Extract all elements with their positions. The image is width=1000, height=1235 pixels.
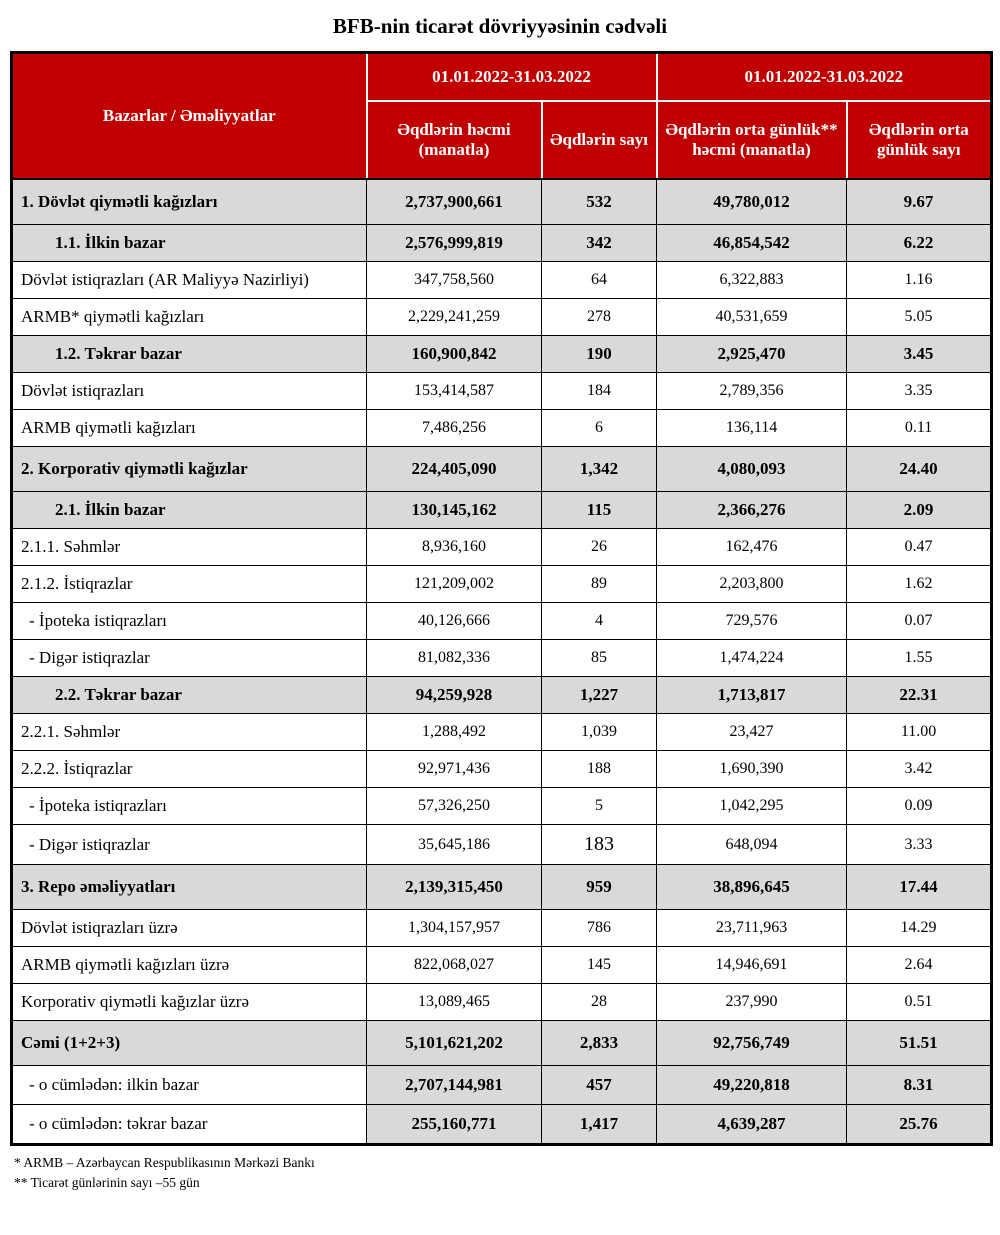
- count-cell: 1,039: [542, 714, 657, 751]
- header-period-2: 01.01.2022-31.03.2022: [657, 53, 992, 102]
- table-row: [12, 410, 992, 447]
- count-cell: 959: [542, 865, 657, 910]
- row-label: Dövlət istiqrazları: [12, 373, 367, 410]
- avg-count-cell: 11.00: [847, 714, 992, 751]
- count-cell: 2,833: [542, 1021, 657, 1066]
- volume-cell: 121,209,002: [367, 566, 542, 603]
- table-row: [12, 566, 992, 603]
- count-cell: 64: [542, 262, 657, 299]
- table-row: [12, 603, 992, 640]
- count-cell: 1,342: [542, 447, 657, 492]
- count-cell: 6: [542, 410, 657, 447]
- avg-volume-cell: 1,042,295: [657, 788, 847, 825]
- row-label: Korporativ qiymətli kağızlar üzrə: [12, 984, 367, 1021]
- volume-cell: 5,101,621,202: [367, 1021, 542, 1066]
- volume-cell: 822,068,027: [367, 947, 542, 984]
- avg-volume-cell: 49,220,818: [657, 1066, 847, 1105]
- avg-count-cell: 3.45: [847, 336, 992, 373]
- avg-count-cell: 14.29: [847, 910, 992, 947]
- row-label: 2.2. Təkrar bazar: [12, 677, 367, 714]
- avg-count-cell: 0.47: [847, 529, 992, 566]
- row-label: ARMB* qiymətli kağızları: [12, 299, 367, 336]
- footnote-trading-days: ** Ticarət günlərinin sayı –55 gün: [14, 1175, 200, 1191]
- avg-volume-cell: 2,203,800: [657, 566, 847, 603]
- table-row: [12, 529, 992, 566]
- row-label: Dövlət istiqrazları üzrə: [12, 910, 367, 947]
- table-row: [12, 640, 992, 677]
- table-row: [12, 492, 992, 529]
- avg-volume-cell: 4,639,287: [657, 1105, 847, 1145]
- count-cell: 115: [542, 492, 657, 529]
- avg-volume-cell: 46,854,542: [657, 225, 847, 262]
- avg-count-cell: 0.51: [847, 984, 992, 1021]
- row-label: - Digər istiqrazlar: [12, 825, 367, 865]
- avg-count-cell: 0.11: [847, 410, 992, 447]
- row-label: 2.1.1. Səhmlər: [12, 529, 367, 566]
- avg-volume-cell: 2,366,276: [657, 492, 847, 529]
- count-cell: 1,417: [542, 1105, 657, 1145]
- avg-volume-cell: 237,990: [657, 984, 847, 1021]
- avg-count-cell: 0.07: [847, 603, 992, 640]
- avg-volume-cell: 1,713,817: [657, 677, 847, 714]
- count-cell: 184: [542, 373, 657, 410]
- row-label: 1.2. Təkrar bazar: [12, 336, 367, 373]
- count-cell: 188: [542, 751, 657, 788]
- volume-cell: 2,737,900,661: [367, 179, 542, 225]
- avg-volume-cell: 1,690,390: [657, 751, 847, 788]
- avg-count-cell: 6.22: [847, 225, 992, 262]
- table-row: [12, 825, 992, 865]
- volume-cell: 255,160,771: [367, 1105, 542, 1145]
- header-markets-operations: Bazarlar / Əməliyyatlar: [12, 53, 367, 180]
- table-row: [12, 947, 992, 984]
- volume-cell: 2,707,144,981: [367, 1066, 542, 1105]
- avg-volume-cell: 2,789,356: [657, 373, 847, 410]
- volume-cell: 224,405,090: [367, 447, 542, 492]
- page-title: BFB-nin ticarət dövriyyəsinin cədvəli: [332, 14, 668, 38]
- avg-volume-cell: 49,780,012: [657, 179, 847, 225]
- table-row: [12, 984, 992, 1021]
- count-cell: 532: [542, 179, 657, 225]
- volume-cell: 94,259,928: [367, 677, 542, 714]
- avg-volume-cell: 2,925,470: [657, 336, 847, 373]
- volume-cell: 347,758,560: [367, 262, 542, 299]
- avg-volume-cell: 23,427: [657, 714, 847, 751]
- count-cell: 26: [542, 529, 657, 566]
- volume-cell: 130,145,162: [367, 492, 542, 529]
- avg-volume-cell: 38,896,645: [657, 865, 847, 910]
- table-row: [12, 225, 992, 262]
- avg-count-cell: 3.42: [847, 751, 992, 788]
- avg-count-cell: 1.62: [847, 566, 992, 603]
- row-label: 1.1. İlkin bazar: [12, 225, 367, 262]
- avg-volume-cell: 729,576: [657, 603, 847, 640]
- volume-cell: 160,900,842: [367, 336, 542, 373]
- table-header: [12, 53, 992, 180]
- volume-cell: 2,229,241,259: [367, 299, 542, 336]
- row-label: 2.2.2. İstiqrazlar: [12, 751, 367, 788]
- row-label: 3. Repo əməliyyatları: [12, 865, 367, 910]
- avg-count-cell: 1.55: [847, 640, 992, 677]
- header-avg-daily-count: Əqdlərin orta günlük sayı: [847, 101, 992, 179]
- row-label: - Digər istiqrazlar: [12, 640, 367, 677]
- table-row: [12, 910, 992, 947]
- avg-count-cell: 1.16: [847, 262, 992, 299]
- count-cell: 89: [542, 566, 657, 603]
- table-row: [12, 373, 992, 410]
- count-cell: 28: [542, 984, 657, 1021]
- volume-cell: 153,414,587: [367, 373, 542, 410]
- row-label: 2. Korporativ qiymətli kağızlar: [12, 447, 367, 492]
- table-row: [12, 336, 992, 373]
- volume-cell: 92,971,436: [367, 751, 542, 788]
- row-label: 1. Dövlət qiymətli kağızları: [12, 179, 367, 225]
- table-row: [12, 865, 992, 910]
- table-row: [12, 1021, 992, 1066]
- volume-cell: 8,936,160: [367, 529, 542, 566]
- count-cell: 786: [542, 910, 657, 947]
- avg-volume-cell: 648,094: [657, 825, 847, 865]
- count-cell: 145: [542, 947, 657, 984]
- avg-count-cell: 3.33: [847, 825, 992, 865]
- avg-volume-cell: 6,322,883: [657, 262, 847, 299]
- header-avg-daily-volume: Əqdlərin orta günlük** həcmi (manatla): [657, 101, 847, 179]
- count-cell: 278: [542, 299, 657, 336]
- avg-count-cell: 3.35: [847, 373, 992, 410]
- avg-count-cell: 25.76: [847, 1105, 992, 1145]
- count-cell: 1,227: [542, 677, 657, 714]
- row-label: 2.1. İlkin bazar: [12, 492, 367, 529]
- header-deal-volume: Əqdlərin həcmi (manatla): [367, 101, 542, 179]
- avg-count-cell: 9.67: [847, 179, 992, 225]
- volume-cell: 13,089,465: [367, 984, 542, 1021]
- volume-cell: 40,126,666: [367, 603, 542, 640]
- avg-volume-cell: 4,080,093: [657, 447, 847, 492]
- table-row: [12, 179, 992, 225]
- table-body: [12, 179, 992, 1145]
- avg-count-cell: 24.40: [847, 447, 992, 492]
- avg-count-cell: 17.44: [847, 865, 992, 910]
- header-deal-count: Əqdlərin sayı: [542, 101, 657, 179]
- row-label: - o cümlədən: təkrar bazar: [12, 1105, 367, 1145]
- row-label: ARMB qiymətli kağızları üzrə: [12, 947, 367, 984]
- count-cell: 190: [542, 336, 657, 373]
- avg-count-cell: 51.51: [847, 1021, 992, 1066]
- trade-turnover-table: [10, 51, 993, 1146]
- avg-volume-cell: 162,476: [657, 529, 847, 566]
- avg-volume-cell: 136,114: [657, 410, 847, 447]
- count-cell: 183: [542, 825, 657, 865]
- volume-cell: 81,082,336: [367, 640, 542, 677]
- table-row: [12, 714, 992, 751]
- table-row: [12, 788, 992, 825]
- volume-cell: 1,288,492: [367, 714, 542, 751]
- avg-count-cell: 0.09: [847, 788, 992, 825]
- count-cell: 457: [542, 1066, 657, 1105]
- table-row: [12, 299, 992, 336]
- row-label: Dövlət istiqrazları (AR Maliyyə Nazirliyi): [12, 262, 367, 299]
- volume-cell: 7,486,256: [367, 410, 542, 447]
- avg-volume-cell: 14,946,691: [657, 947, 847, 984]
- avg-volume-cell: 40,531,659: [657, 299, 847, 336]
- avg-count-cell: 5.05: [847, 299, 992, 336]
- volume-cell: 35,645,186: [367, 825, 542, 865]
- header-period-1: 01.01.2022-31.03.2022: [367, 53, 657, 102]
- count-cell: 85: [542, 640, 657, 677]
- volume-cell: 1,304,157,957: [367, 910, 542, 947]
- avg-count-cell: 22.31: [847, 677, 992, 714]
- table-row: [12, 447, 992, 492]
- avg-volume-cell: 92,756,749: [657, 1021, 847, 1066]
- row-label: - o cümlədən: ilkin bazar: [12, 1066, 367, 1105]
- table-row: [12, 1066, 992, 1105]
- count-cell: 342: [542, 225, 657, 262]
- volume-cell: 2,139,315,450: [367, 865, 542, 910]
- count-cell: 5: [542, 788, 657, 825]
- row-label: - İpoteka istiqrazları: [12, 788, 367, 825]
- header-period-row: [12, 53, 992, 102]
- count-cell: 4: [542, 603, 657, 640]
- row-label: ARMB qiymətli kağızları: [12, 410, 367, 447]
- avg-count-cell: 8.31: [847, 1066, 992, 1105]
- avg-count-cell: 2.64: [847, 947, 992, 984]
- volume-cell: 57,326,250: [367, 788, 542, 825]
- table-row: [12, 1105, 992, 1145]
- avg-volume-cell: 1,474,224: [657, 640, 847, 677]
- footnote-armb: * ARMB – Azərbaycan Respublikasının Mərkəzi Bankı: [14, 1155, 315, 1170]
- table-row: [12, 751, 992, 788]
- table-row: [12, 677, 992, 714]
- avg-count-cell: 2.09: [847, 492, 992, 529]
- row-label: 2.1.2. İstiqrazlar: [12, 566, 367, 603]
- avg-volume-cell: 23,711,963: [657, 910, 847, 947]
- table-row: [12, 262, 992, 299]
- footnotes: [14, 1153, 1000, 1194]
- row-label: 2.2.1. Səhmlər: [12, 714, 367, 751]
- row-label: Cəmi (1+2+3): [12, 1021, 367, 1066]
- volume-cell: 2,576,999,819: [367, 225, 542, 262]
- row-label: - İpoteka istiqrazları: [12, 603, 367, 640]
